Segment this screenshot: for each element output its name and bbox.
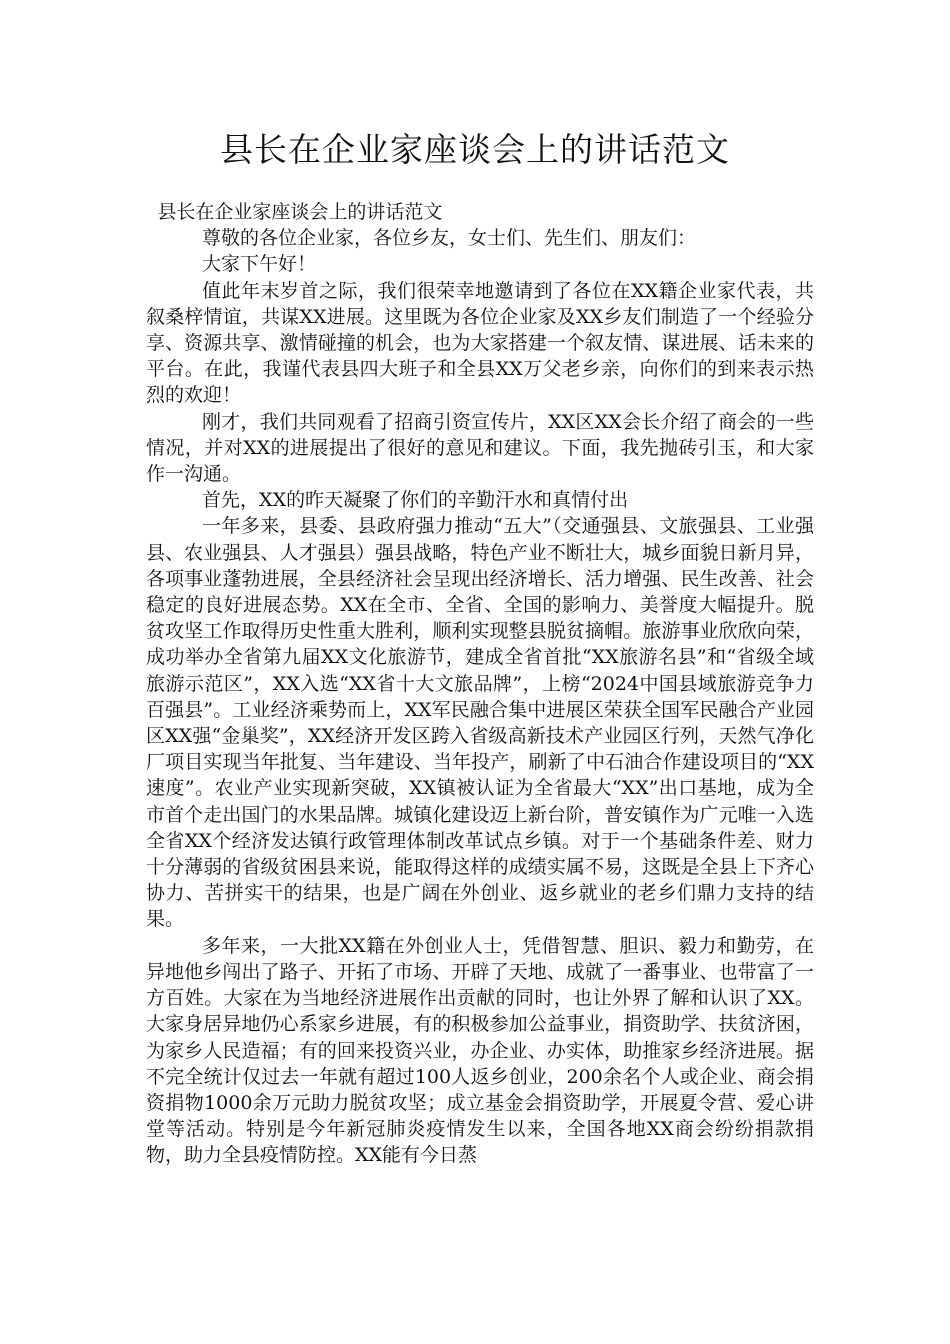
- document-body: [146, 199, 814, 1169]
- paragraph-introduction: 刚才，我们共同观看了招商引资宣传片，XX区XX会长介绍了商会的一些情况，并对XX的进展提出了很好的意见和建议。下面，我先抛砖引玉，和大家作一沟通。: [146, 410, 814, 486]
- paragraph-welcome: 值此年末岁首之际，我们很荣幸地邀请到了各位在XX籍企业家代表，共叙桑梓情谊，共谋XX进展。这里既为各位企业家及XX乡友们制造了一个经验分享、资源共享、激情碰撞的机会，也为大家搭建一个叙友情、谋进展、话未来的平台。在此，我谨代表县四大班子和全县XX万父老乡亲，向你们的到来表示热烈的欢迎！: [146, 279, 814, 407]
- paragraph-achievements: 一年多来，县委、县政府强力推动“五大”（交通强县、文旅强县、工业强县、农业强县、人才强县）强县战略，特色产业不断壮大，城乡面貌日新月异，各项事业蓬勃进展，全县经济社会呈现出经济增长、活力增强、民生改善、社会稳定的良好进展态势。XX在全市、全省、全国的影响力、美誉度大幅提升。脱贫攻坚工作取得历史性重大胜利，顺利实现整县脱贫摘帽。旅游事业欣欣向荣，成功举办全省第九届XX文化旅游节，建成全省首批“XX旅游名县”和“省级全域旅游示范区”，XX入选“XX省十大文旅品牌”，上榜“2024中国县域旅游竞争力百强县”。工业经济乘势而上，XX军民融合集中进展区荣获全国军民融合产业园区XX强“金巢奖”，XX经济开发区跨入省级高新技术产业园区行列，天然气净化厂项目实现当年批复、当年建设、当年投产，刷新了中石油合作建设项目的“XX速度”。农业产业实现新突破，XX镇被认证为全省最大“XX”出口基地，成为全市首个走出国门的水果品牌。城镇化建设迈上新台阶，普安镇作为广元唯一入选全省XX个经济发达镇行政管理体制改革试点乡镇。对于一个基础条件差、财力十分薄弱的省级贫困县来说，能取得这样的成绩实属不易，这既是全县上下齐心协力、苦拼实干的结果，也是广阔在外创业、返乡就业的老乡们鼎力支持的结果。: [146, 515, 814, 931]
- page-title: 县长在企业家座谈会上的讲话范文: [220, 130, 730, 169]
- paragraph-entrepreneurs: 多年来，一大批XX籍在外创业人士，凭借智慧、胆识、毅力和勤劳，在异地他乡闯出了路子、开拓了市场、开辟了天地、成就了一番事业、也带富了一方百姓。大家在为当地经济进展作出贡献的同时，也让外界了解和认识了XX。大家身居异地仍心系家乡进展，有的积极参加公益事业，捐资助学、扶贫济困，为家乡人民造福；有的回来投资兴业，办企业、办实体，助推家乡经济进展。据不完全统计仅过去一年就有超过100人返乡创业，200余名个人或企业、商会捐资捐物1000余万元助力脱贫攻坚；成立基金会捐资助学，开展夏令营、爱心讲堂等活动。特别是今年新冠肺炎疫情发生以来，全国各地XX商会纷纷捐款捐物，助力全县疫情防控。XX能有今日蒸: [146, 934, 814, 1167]
- salutation: 尊敬的各位企业家，各位乡友，女士们、先生们、朋友们：: [202, 227, 697, 250]
- document-subtitle: 县长在企业家座谈会上的讲话范文: [157, 201, 443, 223]
- section-heading-first: 首先，XX的昨天凝聚了你们的辛勤汗水和真情付出: [202, 489, 629, 512]
- greeting: 大家下午好！: [202, 253, 317, 276]
